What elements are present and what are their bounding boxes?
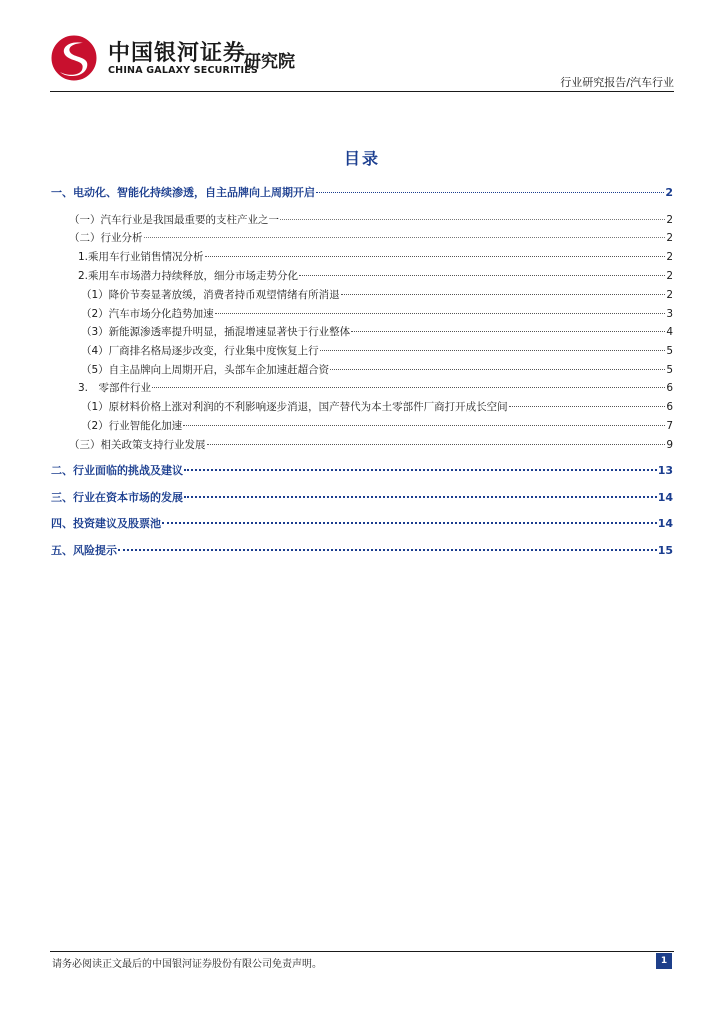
toc-dot-leader	[330, 369, 665, 370]
report-type: 行业研究报告/汽车行业	[560, 76, 674, 89]
toc-section-entry[interactable]	[51, 186, 673, 200]
toc-subsection-entry[interactable]	[51, 269, 673, 283]
toc-subsection-entry[interactable]	[51, 438, 673, 452]
toc-entry-label: （2）行业智能化加速	[81, 420, 183, 432]
toc-entry-label: 四、投资建议及股票池	[51, 517, 161, 530]
toc-entry-page: 5	[666, 345, 673, 357]
toc-dot-leader	[162, 522, 657, 524]
toc-entry-page: 15	[657, 544, 673, 557]
toc-dot-leader	[509, 406, 666, 407]
toc-subsection-entry[interactable]	[51, 213, 673, 227]
toc-dot-leader	[118, 549, 657, 551]
toc-subsection-entry[interactable]	[51, 231, 673, 245]
toc-entry-label: 3. 零部件行业	[78, 382, 152, 394]
toc-entry-page: 2	[666, 214, 673, 226]
toc-entry-label: 二、行业面临的挑战及建议	[51, 464, 183, 477]
header-divider	[50, 91, 674, 92]
toc-entry-label: （3）新能源渗透率提升明显，插混增速显著快于行业整体	[81, 326, 351, 338]
toc-subsection-entry[interactable]	[51, 419, 673, 433]
toc-entry-page: 4	[666, 326, 673, 338]
toc-dot-leader	[351, 331, 665, 332]
brand-name-en: CHINA GALAXY SECURITIES	[108, 65, 258, 76]
toc-entry-page: 2	[666, 232, 673, 244]
toc-entry-label: （三）相关政策支持行业发展	[69, 439, 206, 451]
toc-section-entry[interactable]	[51, 517, 673, 531]
toc-subsection-entry[interactable]	[51, 325, 673, 339]
toc-entry-label: （4）厂商排名格局逐步改变，行业集中度恢复上行	[81, 345, 319, 357]
toc-dot-leader	[215, 313, 666, 314]
toc-subsection-entry[interactable]	[51, 288, 673, 302]
toc-entry-page: 6	[666, 382, 673, 394]
toc-section-entry[interactable]	[51, 464, 673, 478]
toc-dot-leader	[183, 425, 665, 426]
toc-section-entry[interactable]	[51, 544, 673, 558]
toc-entry-label: （1）原材料价格上涨对利润的不利影响逐步消退，国产替代为本土零部件厂商打开成长空间	[81, 401, 508, 413]
toc-dot-leader	[205, 256, 666, 257]
toc-entry-page: 14	[657, 491, 673, 504]
toc-entry-page: 2	[666, 251, 673, 263]
toc-entry-label: 1.乘用车行业销售情况分析	[78, 251, 204, 263]
toc-entry-label: （2）汽车市场分化趋势加速	[81, 308, 214, 320]
toc-dot-leader	[152, 387, 665, 388]
toc-entry-label: 一、电动化、智能化持续渗透，自主品牌向上周期开启	[51, 186, 315, 199]
brand-name-cn: 中国银河证券	[108, 41, 247, 66]
disclaimer-text: 请务必阅读正文最后的中国银河证券股份有限公司免责声明。	[52, 959, 322, 970]
toc-dot-leader	[316, 192, 664, 193]
toc-entry-page: 2	[666, 270, 673, 282]
toc-subsection-entry[interactable]	[51, 250, 673, 264]
toc-subsection-entry[interactable]	[51, 344, 673, 358]
toc-entry-page: 9	[666, 439, 673, 451]
toc-entry-page: 5	[666, 364, 673, 376]
toc-entry-label: （5）自主品牌向上周期开启，头部车企加速赶超合资	[81, 364, 330, 376]
toc-entry-page: 14	[657, 517, 673, 530]
toc-entry-page: 13	[657, 464, 673, 477]
toc-entry-label: 五、风险提示	[51, 544, 117, 557]
toc-entry-page: 2	[665, 186, 673, 199]
toc-dot-leader	[320, 350, 666, 351]
toc-entry-label: （二）行业分析	[69, 232, 143, 244]
toc-subsection-entry[interactable]	[51, 307, 673, 321]
toc-entry-label: （1）降价节奏显著放缓，消费者持币观望情绪有所消退	[81, 289, 340, 301]
toc-entry-page: 7	[666, 420, 673, 432]
toc-subsection-entry[interactable]	[51, 363, 673, 377]
toc-dot-leader	[184, 469, 657, 471]
toc-dot-leader	[184, 496, 657, 498]
toc-dot-leader	[299, 275, 665, 276]
toc-dot-leader	[280, 219, 665, 220]
galaxy-s-logo-icon	[50, 34, 98, 82]
toc-subsection-entry[interactable]	[51, 381, 673, 395]
toc-dot-leader	[341, 294, 666, 295]
toc-entry-label: 三、行业在资本市场的发展	[51, 491, 183, 504]
footer-divider	[50, 951, 674, 952]
toc-entry-label: 2.乘用车市场潜力持续释放，细分市场走势分化	[78, 270, 299, 282]
toc-dot-leader	[207, 444, 666, 445]
toc-dot-leader	[144, 237, 666, 238]
page-number: 1	[656, 953, 672, 969]
toc-entry-page: 3	[666, 308, 673, 320]
toc-entry-label: （一）汽车行业是我国最重要的支柱产业之一	[69, 214, 279, 226]
toc-section-entry[interactable]	[51, 491, 673, 505]
toc-title: 目录	[343, 149, 380, 168]
page-header	[50, 30, 674, 92]
toc-entry-page: 6	[666, 401, 673, 413]
toc-entry-page: 2	[666, 289, 673, 301]
institute-name: 研究院	[244, 52, 295, 72]
toc-subsection-entry[interactable]	[51, 400, 673, 414]
